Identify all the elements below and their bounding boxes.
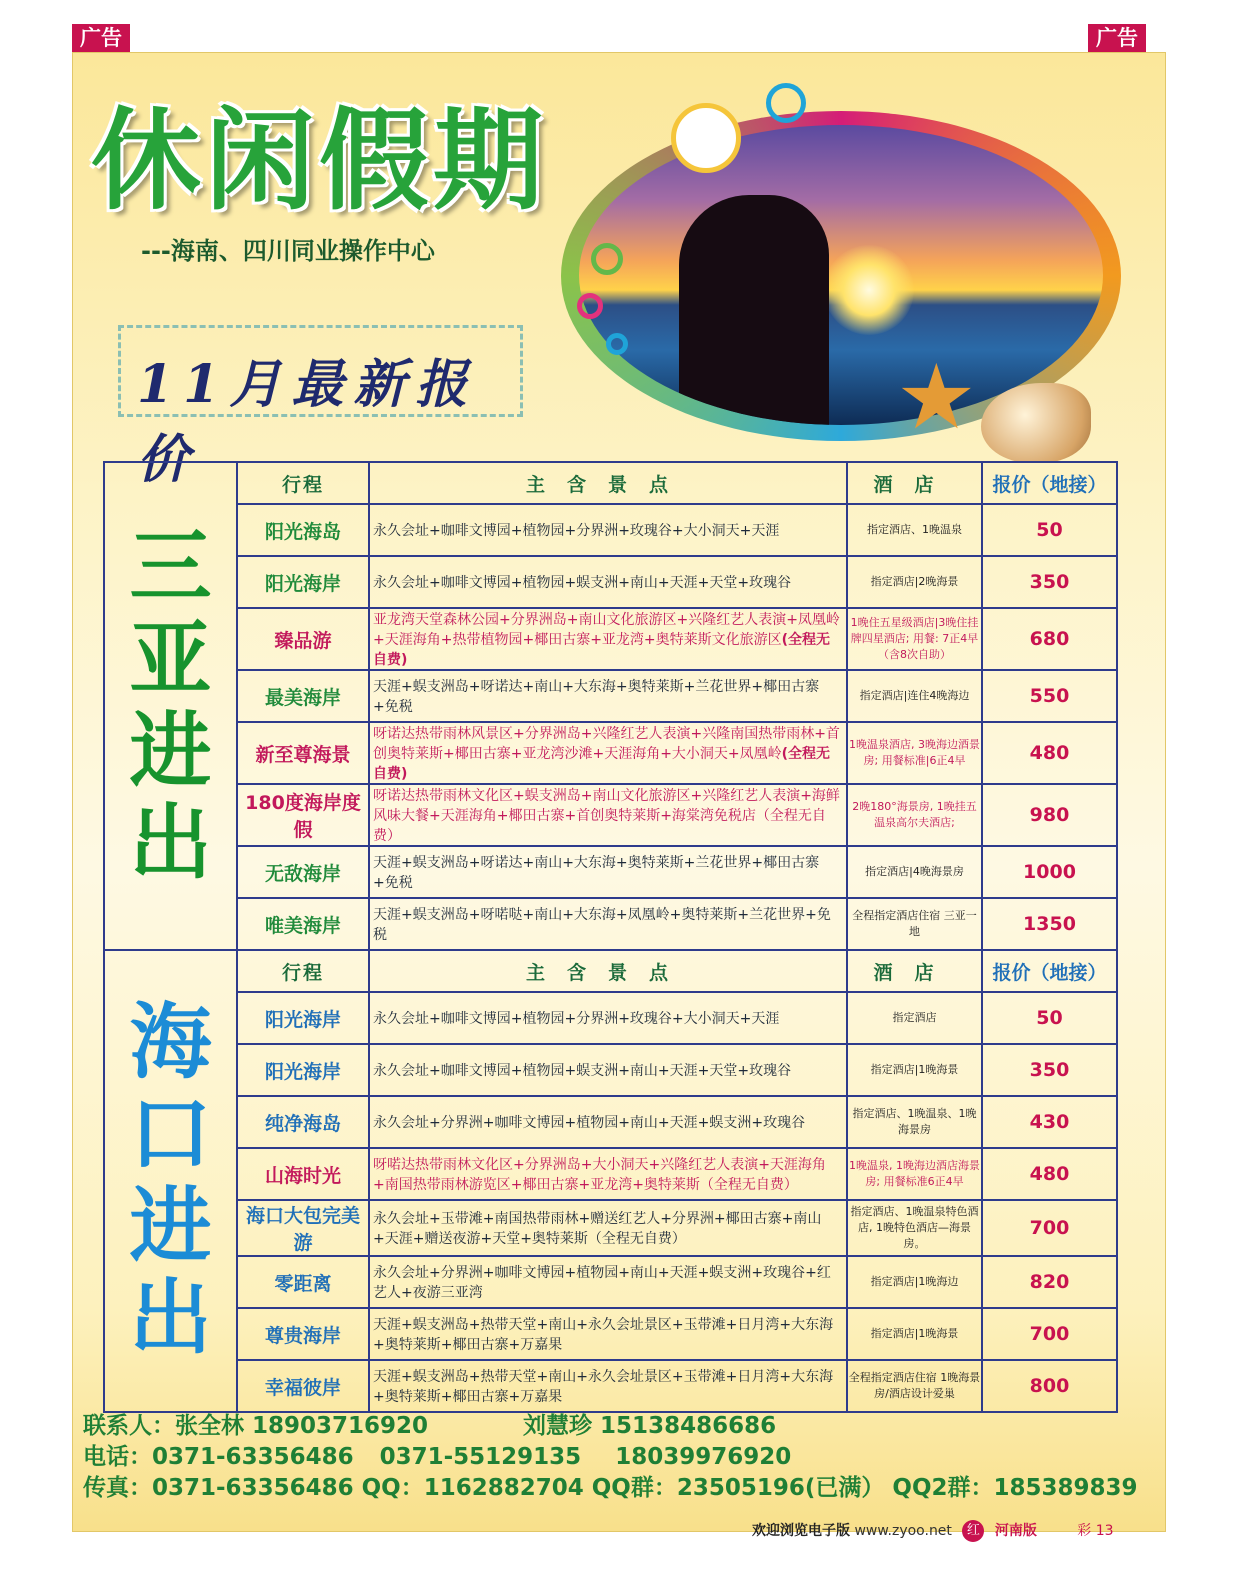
route-name: 臻品游: [237, 608, 369, 670]
spots-text: 永久会址+分界洲+咖啡文博园+植物园+南山+天涯+蜈支洲+玫瑰谷: [373, 1115, 806, 1131]
red-badge-icon: 红: [962, 1520, 984, 1542]
table-row: [104, 846, 1117, 898]
region-sanya: 三亚进出: [104, 462, 237, 950]
page-footer: [752, 1520, 1114, 1542]
hotel-info: 1晚住五星级酒店|3晚住挂牌四星酒店; 用餐: 7正4早（含8次自助）: [847, 608, 982, 670]
col-price-header: 报价（地接）: [982, 462, 1117, 504]
circle-deco-icon: [591, 243, 623, 275]
spots-text: 呀喏达热带雨林文化区+分界洲岛+大小洞天+兴隆红艺人表演+天涯海角+南国热带雨林游览区+椰田古寨+亚龙湾+奥特莱斯（全程无自费）: [373, 1157, 826, 1193]
phone-1: 电话：0371-63356486: [83, 1444, 354, 1470]
price-value: 700: [982, 1200, 1117, 1256]
route-spots: [369, 992, 847, 1044]
ad-label-left: 广告: [72, 24, 130, 52]
hotel-info: 1晚温泉酒店, 3晚海边酒景房; 用餐标准|6正4早: [847, 722, 982, 784]
spots-text: 呀诺达热带雨林风景区+分界洲岛+兴隆红艺人表演+兴隆南国热带雨林+首创奥特莱斯+椰田古寨+亚龙湾沙滩+天涯海角+大小洞天+凤凰岭: [373, 726, 840, 762]
col-route-header: 行程: [237, 950, 369, 992]
hotel-info: 指定酒店、1晚温泉: [847, 504, 982, 556]
hotel-info: 全程指定酒店住宿 三亚一地: [847, 898, 982, 950]
sunset-illustration: [551, 83, 1131, 450]
route-name: 新至尊海景: [237, 722, 369, 784]
hotel-info: 指定酒店、1晚温泉、1晚海景房: [847, 1096, 982, 1148]
contact-person-1: 联系人：张全林 18903716920: [83, 1413, 429, 1439]
route-name: 阳光海岸: [237, 992, 369, 1044]
col-hotel-header: 酒店: [847, 950, 982, 992]
seashell-icon: [981, 383, 1091, 463]
table-row: [104, 1148, 1117, 1200]
region-haikou: 海口进出: [104, 950, 237, 1412]
advertisement-board: [72, 52, 1166, 1532]
edition-label: 河南版: [994, 1523, 1037, 1539]
route-spots: [369, 1200, 847, 1256]
route-spots: [369, 556, 847, 608]
price-banner-text: 11月最新报价: [137, 354, 478, 490]
route-name: 阳光海岛: [237, 504, 369, 556]
price-value: 430: [982, 1096, 1117, 1148]
qq-group-2: QQ2群：185389839: [892, 1475, 1138, 1501]
route-spots: [369, 1148, 847, 1200]
contact-line-2: [83, 1442, 1155, 1473]
site-link[interactable]: www.zyoo.net: [854, 1523, 952, 1539]
circle-deco-icon: [606, 333, 628, 355]
route-name: 山海时光: [237, 1148, 369, 1200]
col-spots-header: 主含景点: [369, 462, 847, 504]
table-row: [104, 1360, 1117, 1412]
hotel-info: 指定酒店、1晚温泉特色酒店, 1晚特色酒店—海景房。: [847, 1200, 982, 1256]
table-row: [104, 1200, 1117, 1256]
circle-deco-icon: [766, 83, 806, 123]
price-value: 980: [982, 784, 1117, 846]
table-row: [104, 898, 1117, 950]
spots-text: 永久会址+咖啡文博园+植物园+分界洲+玫瑰谷+大小洞天+天涯: [373, 1011, 780, 1027]
subtitle: ---海南、四川同业操作中心: [141, 237, 435, 265]
route-spots: [369, 504, 847, 556]
price-value: 680: [982, 608, 1117, 670]
route-spots: [369, 1308, 847, 1360]
table-row: [104, 1308, 1117, 1360]
route-name: 唯美海岸: [237, 898, 369, 950]
route-name: 尊贵海岸: [237, 1308, 369, 1360]
price-value: 1000: [982, 846, 1117, 898]
price-value: 50: [982, 504, 1117, 556]
hotel-info: 指定酒店|4晚海景房: [847, 846, 982, 898]
table-row: [104, 722, 1117, 784]
spots-text: 永久会址+咖啡文博园+植物园+蜈支洲+南山+天涯+天堂+玫瑰谷: [373, 1063, 792, 1079]
table-row: [104, 556, 1117, 608]
table-header-row: [104, 950, 1117, 992]
route-name: 180度海岸度假: [237, 784, 369, 846]
contact-person-2: 刘慧珍 15138486686: [523, 1413, 777, 1439]
price-value: 350: [982, 556, 1117, 608]
table-row: [104, 670, 1117, 722]
spots-text: 天涯+蜈支洲岛+热带天堂+南山+永久会址景区+玉带滩+日月湾+大东海+奥特莱斯+椰田古寨+万嘉果: [373, 1369, 834, 1405]
hotel-info: 全程指定酒店住宿 1晚海景房/酒店设计爱巢: [847, 1360, 982, 1412]
starfish-icon: ★: [896, 345, 977, 450]
price-value: 1350: [982, 898, 1117, 950]
col-route-header: 行程: [237, 462, 369, 504]
price-value: 700: [982, 1308, 1117, 1360]
spots-text: 永久会址+分界洲+咖啡文博园+植物园+南山+天涯+蜈支洲+玫瑰谷+红艺人+夜游三亚湾: [373, 1265, 831, 1301]
route-spots: [369, 608, 847, 670]
spots-text: 呀诺达热带雨林文化区+蜈支洲岛+南山文化旅游区+兴隆红艺人表演+海鲜风味大餐+天涯海角+椰田古寨+首创奥特莱斯+海棠湾免税店（全程无自费）: [373, 788, 840, 844]
hotel-info: 1晚温泉, 1晚海边酒店海景房; 用餐标准6正4早: [847, 1148, 982, 1200]
route-spots: [369, 1096, 847, 1148]
route-spots: [369, 846, 847, 898]
price-value: 350: [982, 1044, 1117, 1096]
price-value: 480: [982, 1148, 1117, 1200]
hotel-info: 指定酒店|1晚海边: [847, 1256, 982, 1308]
table-row: [104, 504, 1117, 556]
hotel-info: 指定酒店|1晚海景: [847, 1308, 982, 1360]
price-value: 480: [982, 722, 1117, 784]
hotel-info: 2晚180°海景房, 1晚挂五温泉高尔夫酒店;: [847, 784, 982, 846]
browse-text: 欢迎浏览电子版: [752, 1523, 850, 1539]
table-row: [104, 1256, 1117, 1308]
route-spots: [369, 722, 847, 784]
sun-icon: [824, 245, 914, 335]
route-name: 幸福彼岸: [237, 1360, 369, 1412]
price-table: [103, 461, 1118, 1413]
circle-deco-icon: [577, 293, 603, 319]
hotel-info: 指定酒店|1晚海景: [847, 1044, 982, 1096]
page-number: 彩 13: [1077, 1523, 1114, 1539]
table-row: [104, 1096, 1117, 1148]
spots-text: 天涯+蜈支洲岛+呀诺达+南山+大东海+奥特莱斯+兰花世界+椰田古寨+免税: [373, 679, 820, 715]
price-value: 820: [982, 1256, 1117, 1308]
qq-group-1: QQ群：23505196(已满）: [591, 1475, 885, 1501]
hotel-info: 指定酒店|连住4晚海边: [847, 670, 982, 722]
route-name: 阳光海岸: [237, 1044, 369, 1096]
ad-label-right: 广告: [1088, 24, 1146, 52]
spots-text: 永久会址+玉带滩+南国热带雨林+赠送红艺人+分界洲+椰田古寨+南山+天涯+赠送夜游+天堂+奥特莱斯（全程无自费）: [373, 1211, 822, 1247]
col-price-header: 报价（地接）: [982, 950, 1117, 992]
phone-3: 18039976920: [615, 1444, 792, 1470]
table-row: [104, 1044, 1117, 1096]
spots-text: 永久会址+咖啡文博园+植物园+分界洲+玫瑰谷+大小洞天+天涯: [373, 523, 780, 539]
phone-2: 0371-55129135: [379, 1444, 582, 1470]
spots-text: 亚龙湾天堂森林公园+分界洲岛+南山文化旅游区+兴隆红艺人表演+凤凰岭+天涯海角+热带植物园+椰田古寨+亚龙湾+奥特莱斯文化旅游区: [373, 612, 840, 648]
spots-text: 天涯+蜈支洲岛+呀喏哒+南山+大东海+凤凰岭+奥特莱斯+兰花世界+免税: [373, 907, 831, 943]
circle-deco-icon: [671, 103, 741, 173]
route-name: 海口大包完美游: [237, 1200, 369, 1256]
spots-text: 天涯+蜈支洲岛+热带天堂+南山+永久会址景区+玉带滩+日月湾+大东海+奥特莱斯+椰田古寨+万嘉果: [373, 1317, 834, 1353]
price-value: 800: [982, 1360, 1117, 1412]
route-name: 零距离: [237, 1256, 369, 1308]
spots-text: 天涯+蜈支洲岛+呀诺达+南山+大东海+奥特莱斯+兰花世界+椰田古寨+免税: [373, 855, 820, 891]
sunset-photo: [579, 125, 1103, 425]
route-spots: [369, 898, 847, 950]
col-hotel-header: 酒店: [847, 462, 982, 504]
spots-note: (全程无自费): [373, 746, 831, 782]
route-spots: [369, 784, 847, 846]
table-row: [104, 784, 1117, 846]
table-row: [104, 992, 1117, 1044]
table-row: [104, 608, 1117, 670]
woman-silhouette: [679, 195, 829, 425]
table-header-row: [104, 462, 1117, 504]
price-value: 50: [982, 992, 1117, 1044]
spots-text: 永久会址+咖啡文博园+植物园+蜈支洲+南山+天涯+天堂+玫瑰谷: [373, 575, 792, 591]
contact-info: [83, 1411, 1155, 1504]
route-spots: [369, 1256, 847, 1308]
route-name: 最美海岸: [237, 670, 369, 722]
route-spots: [369, 670, 847, 722]
contact-line-3: [83, 1473, 1155, 1504]
headline-title: 休闲假期: [91, 97, 547, 225]
fax-qq: 传真：0371-63356486 QQ：1162882704: [83, 1475, 584, 1501]
route-spots: [369, 1360, 847, 1412]
price-value: 550: [982, 670, 1117, 722]
col-spots-header: 主含景点: [369, 950, 847, 992]
route-name: 无敌海岸: [237, 846, 369, 898]
route-name: 纯净海岛: [237, 1096, 369, 1148]
hotel-info: 指定酒店|2晚海景: [847, 556, 982, 608]
contact-line-1: [83, 1411, 1155, 1442]
hotel-info: 指定酒店: [847, 992, 982, 1044]
route-name: 阳光海岸: [237, 556, 369, 608]
spots-note: (全程无自费): [373, 632, 831, 668]
route-spots: [369, 1044, 847, 1096]
